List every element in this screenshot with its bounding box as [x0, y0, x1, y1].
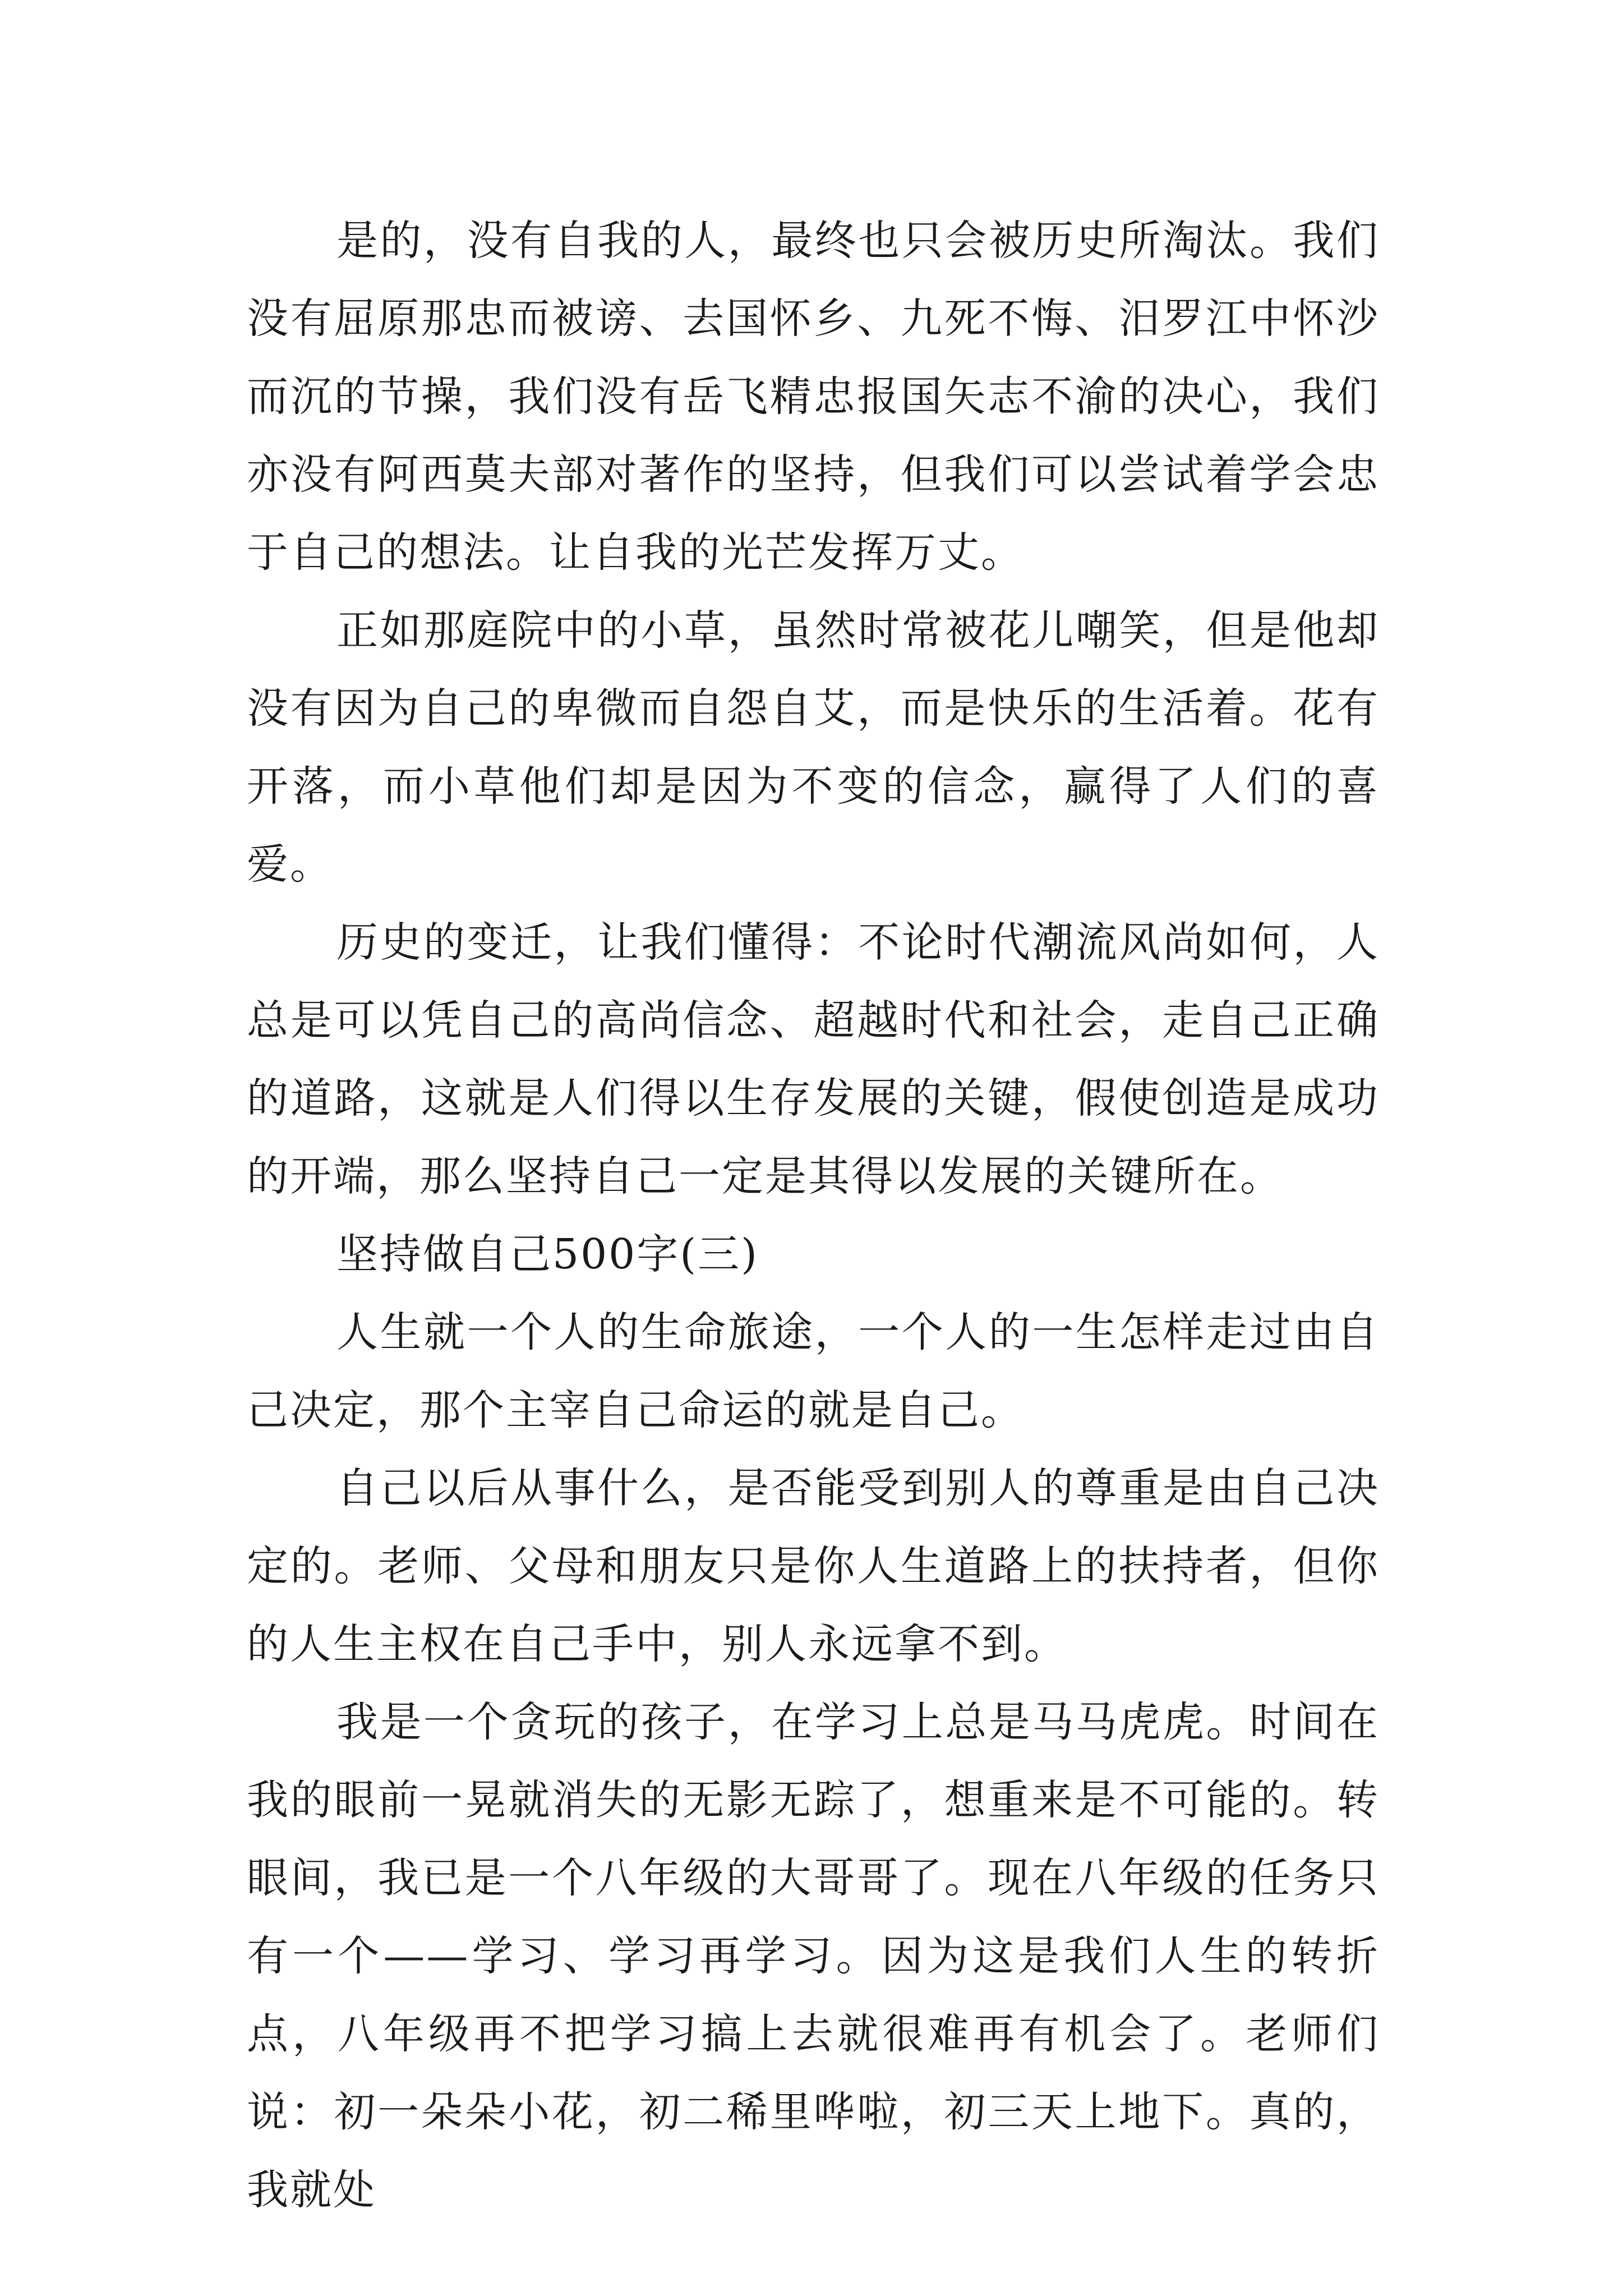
paragraph: 我是一个贪玩的孩子，在学习上总是马马虎虎。时间在我的眼前一晃就消失的无影无踪了，想重来是不可能的。转眼间，我已是一个八年级的大哥哥了。现在八年级的任务只有一个——学习、学习再学习。因为这是我们人生的转折点，八年级再不把学习搞上去就很难再有机会了。老师们说：初一朵朵小花，初二稀里哗啦，初三天上地下。真的，我就处 — [247, 1698, 1380, 2214]
paragraph: 人生就一个人的生命旅途，一个人的一生怎样走过由自己决定，那个主宰自己命运的就是自己。 — [247, 1308, 1380, 1434]
paragraph: 自己以后从事什么，是否能受到别人的尊重是由自己决定的。老师、父母和朋友只是你人生道路上的扶持者，但你的人生主权在自己手中，别人永远拿不到。 — [247, 1464, 1380, 1668]
section-heading: 坚持做自己500字(三) — [336, 1230, 759, 1278]
paragraph: 正如那庭院中的小草，虽然时常被花儿嘲笑，但是他却没有因为自己的卑微而自怨自艾，而是快乐的生活着。花有开落，而小草他们却是因为不变的信念，赢得了人们的喜爱。 — [247, 606, 1380, 889]
paragraph: 是的，没有自我的人，最终也只会被历史所淘汰。我们没有屈原那忠而被谤、去国怀乡、九死不悔、汨罗江中怀沙而沉的节操，我们没有岳飞精忠报国矢志不渝的决心，我们亦没有阿西莫夫部对著作的坚持，但我们可以尝试着学会忠于自己的想法。让自我的光芒发挥万丈。 — [247, 217, 1380, 577]
paragraph: 历史的变迁，让我们懂得：不论时代潮流风尚如何，人总是可以凭自己的高尚信念、超越时代和社会，走自己正确的道路，这就是人们得以生存发展的关键，假使创造是成功的开端，那么坚持自己一定是其得以发展的关键所在。 — [247, 918, 1380, 1200]
document-body — [247, 202, 1380, 2229]
